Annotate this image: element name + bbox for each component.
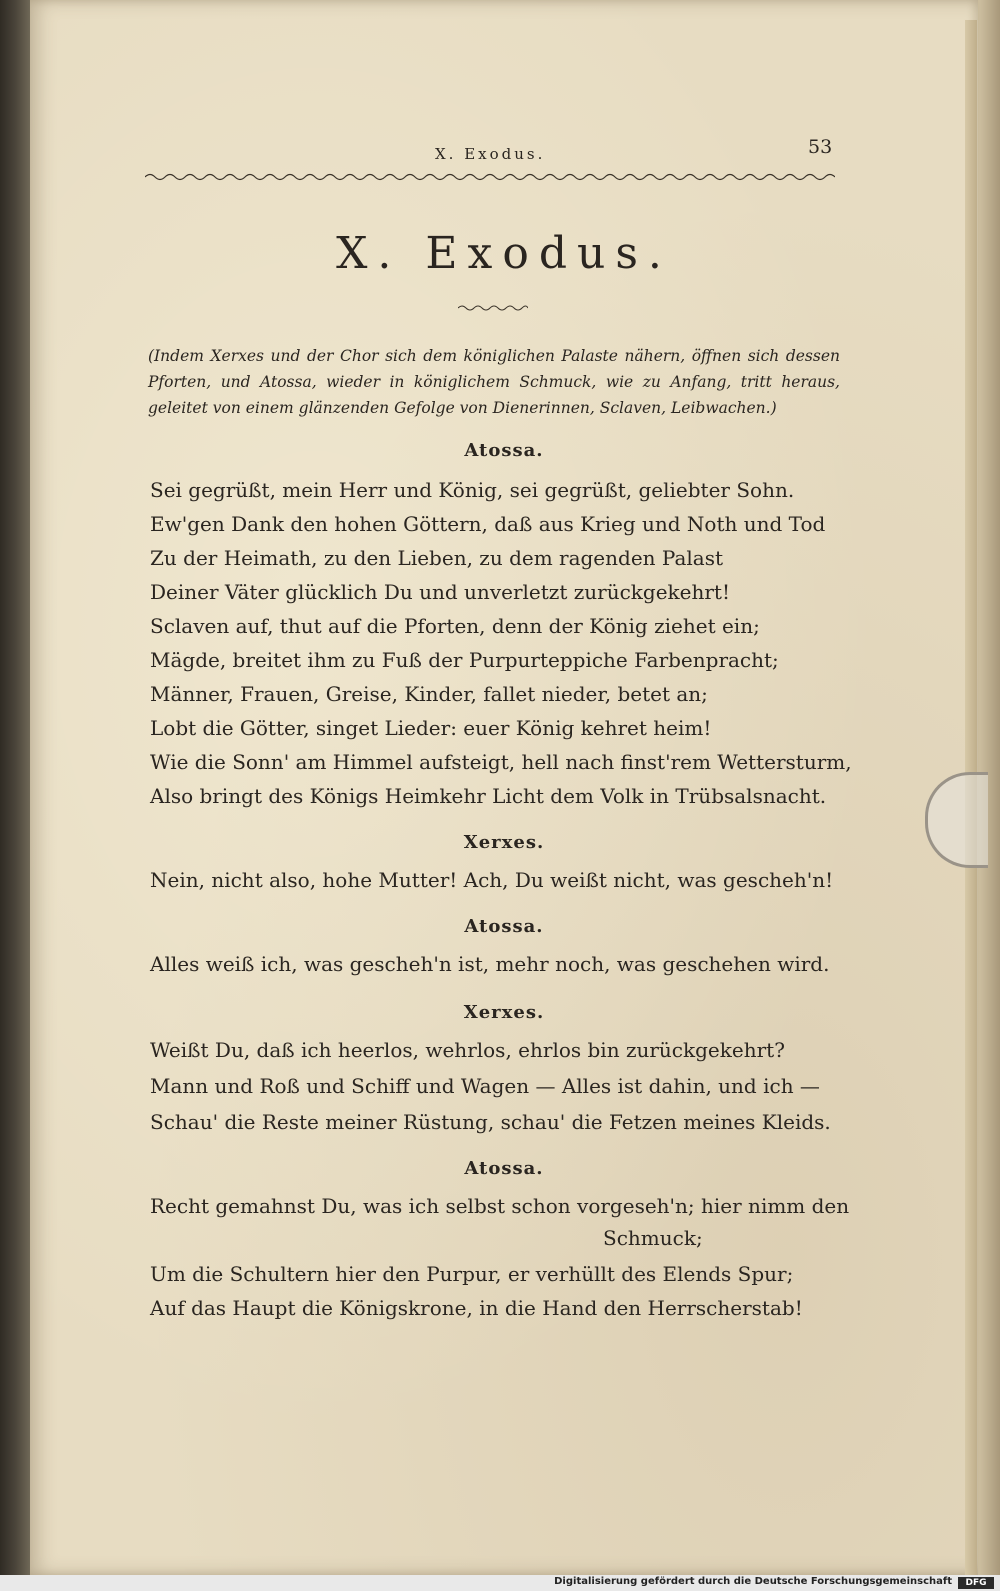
verse-line: Sclaven auf, thut auf die Pforten, denn der König ziehet ein; [150,614,760,638]
verse-line: Schau' die Reste meiner Rüstung, schau' die Fetzen meines Kleids. [150,1110,831,1134]
verse-line: Zu der Heimath, zu den Lieben, zu dem ragenden Palast [150,546,724,570]
verse-line: Nein, nicht also, hohe Mutter! Ach, Du weißt nicht, was gescheh'n! [150,868,834,892]
verse-line: Also bringt des Königs Heimkehr Licht dem Volk in Trübsalsnacht. [150,784,827,808]
title-ornament [458,302,528,314]
book-page [30,0,978,1575]
speaker-name: Xerxes. [463,1002,545,1023]
speaker-name: Atossa. [464,1158,544,1179]
verse-line: Wie die Sonn' am Himmel aufsteigt, hell nach finst'rem Wettersturm, [150,750,852,774]
header-rule [145,170,835,184]
verse-line: Weißt Du, daß ich heerlos, wehrlos, ehrlos bin zurückgekehrt? [150,1038,785,1062]
speaker-name: Atossa. [464,916,544,937]
verse-line: Mann und Roß und Schiff und Wagen — Alles ist dahin, und ich — [150,1074,820,1098]
verse-line-continuation: Schmuck; [603,1226,703,1250]
speaker-name: Atossa. [464,440,544,461]
page-number: 53 [808,136,833,158]
stage-direction: (Indem Xerxes und der Chor sich dem königlichen Palaste nähern, öffnen sich dessen Pforten, und Atossa, wieder in königlichem Schmuck, wie zu Anfang, tritt heraus, geleitet von einem glänzenden Gefolge von Dienerinnen, Sclaven, Leibwachen.) [148,347,840,417]
verse-line: Mägde, breitet ihm zu Fuß der Purpurteppiche Farbenpracht; [150,648,779,672]
speaker-name: Xerxes. [463,832,545,853]
footer-credit: Digitalisierung gefördert durch die Deutsche Forschungsgemeinschaft [554,1576,952,1587]
dfg-logo: DFG [958,1577,994,1589]
verse-line: Recht gemahnst Du, was ich selbst schon vorgeseh'n; hier nimm den [150,1194,850,1218]
running-head: X. Exodus. [435,145,546,163]
verse-line: Deiner Väter glücklich Du und unverletzt zurückgekehrt! [150,580,730,604]
verse-line: Männer, Frauen, Greise, Kinder, fallet nieder, betet an; [150,682,708,706]
chapter-title: X. Exodus. [336,228,672,279]
verse-line: Sei gegrüßt, mein Herr und König, sei gegrüßt, geliebter Sohn. [150,478,795,502]
verse-line: Lobt die Götter, singet Lieder: euer König kehret heim! [150,716,712,740]
verse-line: Ew'gen Dank den hohen Göttern, daß aus Krieg und Noth und Tod [150,512,826,536]
verse-line: Alles weiß ich, was gescheh'n ist, mehr noch, was geschehen wird. [150,952,830,976]
verse-line: Um die Schultern hier den Purpur, er verhüllt des Elends Spur; [150,1262,794,1286]
verse-line: Auf das Haupt die Königskrone, in die Hand den Herrscherstab! [150,1296,803,1320]
